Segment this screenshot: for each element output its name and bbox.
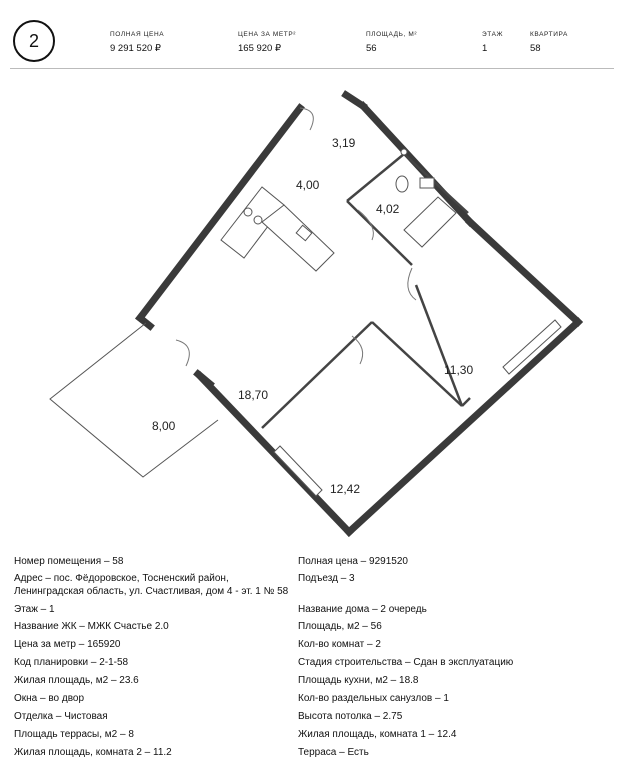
room-label-terrace: 8,00 (152, 419, 176, 433)
detail-left-row: Этаж – 1 (14, 604, 55, 615)
room-label-living-kitchen: 18,70 (238, 388, 269, 402)
detail-left-row: Код планировки – 2-1-58 (14, 657, 129, 668)
detail-left-row: Адрес – пос. Фёдоровское, Тосненский район, (14, 573, 229, 584)
step-badge: 2 (13, 20, 55, 62)
detail-right-row: Высота потолка – 2.75 (298, 711, 403, 722)
partition-right (416, 285, 462, 406)
floor-plan (0, 80, 624, 550)
terrace-outline (50, 323, 218, 477)
apartment-number-label: КВАРТИРА (530, 31, 568, 38)
washbasin (420, 178, 434, 188)
full-price-value: 9 291 520 ₽ (110, 43, 161, 54)
price-per-meter-block (238, 31, 296, 54)
wall-stub-left (140, 318, 150, 326)
wall-stub-door (198, 374, 210, 384)
partition-right-lower (462, 398, 470, 406)
detail-right-row: Кол-во комнат – 2 (298, 639, 381, 650)
detail-left-row: Номер помещения – 58 (14, 556, 124, 567)
outer-wall-bottom-right (349, 322, 578, 532)
detail-right-row: Полная цена – 9291520 (298, 556, 408, 567)
detail-left-row: Отделка – Чистовая (14, 711, 108, 722)
window-bottom (274, 446, 322, 496)
detail-left-row: Цена за метр – 165920 (14, 639, 121, 650)
area-label: ПЛОЩАДЬ, М² (366, 31, 418, 38)
price-per-meter-label: ЦЕНА ЗА МЕТР² (238, 31, 297, 38)
room-label-corridor: 4,00 (296, 178, 320, 192)
apartment-number-block (530, 31, 568, 54)
floor-value: 1 (482, 43, 488, 54)
outer-wall-right (470, 222, 578, 322)
toilet (396, 176, 408, 192)
detail-right-row: Жилая площадь, комната 1 – 12.4 (298, 729, 457, 740)
header-divider (10, 68, 614, 69)
door-terrace (176, 340, 189, 366)
detail-right-row: Подъезд – 3 (298, 573, 355, 584)
detail-left-row: Окна – во двор (14, 693, 85, 704)
detail-right-row: Стадия строительства – Сдан в эксплуатацию (298, 657, 514, 668)
apartment-details (0, 556, 624, 766)
area-block (366, 31, 417, 54)
area-value: 56 (366, 43, 377, 54)
bath-wall-top (347, 154, 404, 201)
detail-left-row: Жилая площадь, м2 – 23.6 (14, 675, 139, 686)
detail-right-row: Название дома – 2 очередь (298, 604, 427, 615)
door-bedroom1 (408, 268, 416, 300)
room-label-bedroom-2: 12,42 (330, 482, 361, 496)
detail-right-row: Площадь кухни, м2 – 18.8 (298, 675, 419, 686)
apartment-number-value: 58 (530, 43, 541, 54)
outer-wall-bottom-left (200, 376, 349, 532)
riser (401, 149, 407, 155)
stove-burner (244, 208, 252, 216)
detail-left-row: Ленинградская область, ул. Счастливая, дом 4 - эт. 1 № 58 (14, 586, 289, 597)
detail-right-row: Терраса – Есть (298, 747, 369, 758)
stove-burner (254, 216, 262, 224)
room-label-hall: 3,19 (332, 136, 356, 150)
floor-label: ЭТАЖ (482, 31, 504, 38)
partition-bedroom2-top (262, 322, 372, 428)
kitchen-counter-2 (262, 205, 334, 271)
detail-right-row: Кол-во раздельных санузлов – 1 (298, 693, 449, 704)
detail-left-row: Площадь террасы, м2 – 8 (14, 729, 134, 740)
price-per-meter-value: 165 920 ₽ (238, 43, 282, 54)
floor-block (482, 31, 503, 54)
bathtub (404, 197, 456, 247)
door-entrance (300, 108, 313, 130)
full-price-label: ПОЛНАЯ ЦЕНА (110, 31, 165, 38)
room-label-bathroom: 4,02 (376, 202, 400, 216)
full-price-block (110, 31, 164, 54)
room-label-bedroom-1: 11,30 (444, 363, 474, 377)
detail-left-row: Название ЖК – МЖК Счастье 2.0 (14, 621, 169, 632)
apartment-header (0, 0, 624, 70)
detail-left-row: Жилая площадь, комната 2 – 11.2 (14, 747, 172, 758)
detail-right-row: Площадь, м2 – 56 (298, 621, 382, 632)
